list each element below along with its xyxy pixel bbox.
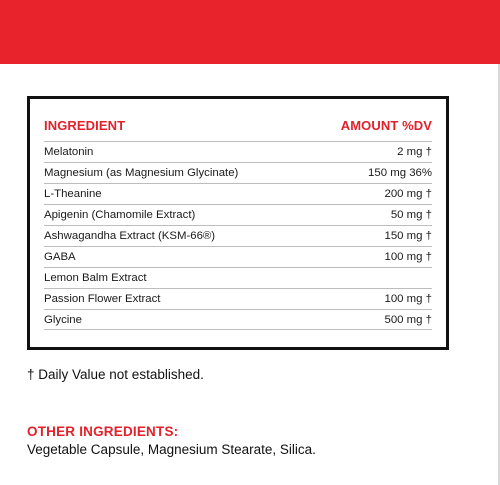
header-ingredient: INGREDIENT xyxy=(44,117,126,133)
table-row xyxy=(44,246,432,267)
daily-value-footnote: † Daily Value not established. xyxy=(27,367,204,382)
ingredient-amount: 2 mg † xyxy=(397,146,432,158)
ingredient-name: Lemon Balm Extract xyxy=(44,272,147,284)
table-row xyxy=(44,141,432,162)
table-row xyxy=(44,225,432,246)
supplement-facts-panel xyxy=(27,96,449,350)
top-red-band xyxy=(0,0,500,64)
table-header xyxy=(44,115,432,135)
other-ingredients-title: OTHER INGREDIENTS: xyxy=(27,424,179,439)
ingredient-name: GABA xyxy=(44,251,76,263)
header-amount-dv: AMOUNT %DV xyxy=(340,117,432,133)
table-row xyxy=(44,162,432,183)
table-row xyxy=(44,183,432,204)
ingredient-amount: 150 mg † xyxy=(384,230,432,242)
ingredient-amount: 500 mg † xyxy=(384,313,432,326)
ingredient-name: L-Theanine xyxy=(44,188,102,200)
ingredient-name: Passion Flower Extract xyxy=(44,293,161,305)
ingredient-name: Glycine xyxy=(44,313,82,326)
ingredient-name: Apigenin (Chamomile Extract) xyxy=(44,209,196,221)
ingredient-rows xyxy=(44,141,432,330)
ingredient-amount: 150 mg 36% xyxy=(368,167,432,179)
table-row xyxy=(44,309,432,330)
table-row xyxy=(44,204,432,225)
ingredient-name: Magnesium (as Magnesium Glycinate) xyxy=(44,167,239,179)
table-row xyxy=(44,267,432,288)
table-row xyxy=(44,288,432,309)
ingredient-amount: 100 mg † xyxy=(384,293,432,305)
ingredient-amount: 200 mg † xyxy=(384,188,432,200)
other-ingredients-list: Vegetable Capsule, Magnesium Stearate, Silica. xyxy=(27,442,316,457)
ingredient-amount: 100 mg † xyxy=(384,251,432,263)
ingredient-name: Ashwagandha Extract (KSM-66®) xyxy=(44,230,216,242)
ingredient-name: Melatonin xyxy=(44,146,94,158)
ingredient-amount: 50 mg † xyxy=(390,209,432,221)
